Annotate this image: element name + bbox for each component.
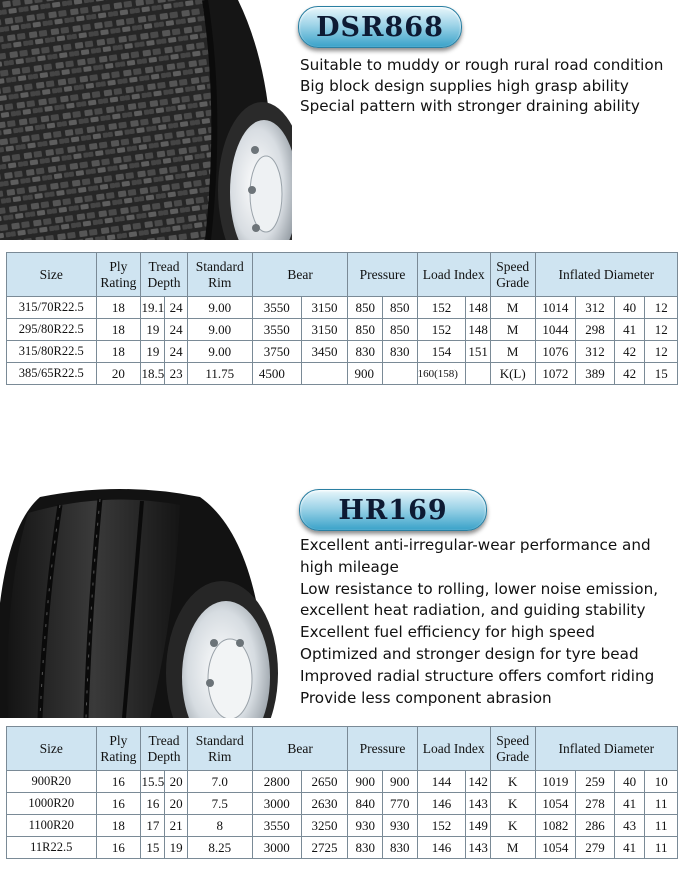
cell-rim: 7.5	[187, 793, 252, 815]
cell-bear: 2630	[301, 793, 348, 815]
cell-bear: 3550	[252, 815, 301, 837]
cell-diameter: 1054	[535, 793, 576, 815]
cell-diameter: 42	[614, 363, 645, 385]
cell-diameter: 40	[614, 297, 645, 319]
cell-diameter: 15	[645, 363, 678, 385]
cell-tread: 24	[165, 341, 187, 363]
cell-ply: 18	[96, 815, 141, 837]
cell-load: 143	[466, 837, 490, 859]
feature-item: excellent heat radiation, and guiding stability	[300, 601, 646, 620]
cell-rim: 8.25	[187, 837, 252, 859]
table-row	[7, 341, 678, 363]
cell-tread: 15	[141, 837, 165, 859]
cell-diameter: 278	[576, 793, 615, 815]
feature-item: Special pattern with stronger draining ability	[300, 97, 640, 115]
header-bear: Bear	[252, 253, 348, 297]
cell-tread: 24	[165, 319, 187, 341]
cell-speed: K	[490, 771, 535, 793]
cell-diameter: 389	[576, 363, 615, 385]
cell-pressure: 840	[348, 793, 383, 815]
header-inflated-diameter: Inflated Diameter	[535, 727, 677, 771]
cell-bear: 3150	[301, 319, 348, 341]
header-pressure: Pressure	[348, 727, 417, 771]
cell-bear: 2725	[301, 837, 348, 859]
hr169-spec-table	[6, 726, 678, 859]
cell-load: 152	[417, 297, 466, 319]
table-row	[7, 815, 678, 837]
cell-tread: 17	[141, 815, 165, 837]
dsr868-model-badge	[298, 6, 462, 48]
dsr868-spec-table	[6, 252, 678, 385]
dsr868-feature-list	[300, 55, 663, 117]
header-tread-depth: Tread Depth	[141, 727, 188, 771]
cell-tread: 20	[165, 771, 187, 793]
cell-bear: 2800	[252, 771, 301, 793]
cell-bear: 3150	[301, 297, 348, 319]
cell-ply: 18	[96, 297, 141, 319]
cell-pressure: 900	[383, 771, 418, 793]
cell-pressure: 930	[348, 815, 383, 837]
feature-item: Excellent anti-irregular-wear performance and	[300, 536, 651, 554]
cell-size: 1000R20	[7, 793, 97, 815]
cell-diameter: 312	[576, 297, 615, 319]
cell-pressure: 830	[348, 837, 383, 859]
cell-pressure	[383, 363, 418, 385]
header-standard-rim: Standard Rim	[187, 727, 252, 771]
cell-pressure: 930	[383, 815, 418, 837]
cell-bear: 3550	[252, 297, 301, 319]
cell-tread: 16	[141, 793, 165, 815]
cell-speed: M	[490, 341, 535, 363]
cell-ply: 16	[96, 771, 141, 793]
cell-diameter: 11	[645, 837, 678, 859]
feature-item: Excellent fuel efficiency for high speed	[300, 623, 595, 642]
cell-load: 143	[466, 793, 490, 815]
model-name: DSR868	[316, 11, 444, 43]
cell-diameter: 286	[576, 815, 615, 837]
cell-bear: 3000	[252, 837, 301, 859]
header-tread-depth: Tread Depth	[141, 253, 188, 297]
cell-speed: M	[490, 319, 535, 341]
cell-load: 148	[466, 319, 490, 341]
cell-rim: 7.0	[187, 771, 252, 793]
header-ply-rating: Ply Rating	[96, 253, 141, 297]
cell-load: 148	[466, 297, 490, 319]
feature-item: Optimized and stronger design for tyre bead	[300, 644, 639, 663]
cell-bear	[301, 363, 348, 385]
cell-diameter: 298	[576, 319, 615, 341]
cell-bear: 4500	[252, 363, 301, 385]
cell-tread: 19	[141, 319, 165, 341]
cell-diameter: 1019	[535, 771, 576, 793]
cell-tread: 19	[141, 341, 165, 363]
cell-diameter: 1044	[535, 319, 576, 341]
header-bear: Bear	[252, 727, 348, 771]
cell-bear: 3750	[252, 341, 301, 363]
cell-diameter: 279	[576, 837, 615, 859]
cell-tread: 21	[165, 815, 187, 837]
cell-tread: 15.5	[141, 771, 165, 793]
cell-size: 315/80R22.5	[7, 341, 97, 363]
cell-speed: K	[490, 815, 535, 837]
cell-size: 295/80R22.5	[7, 319, 97, 341]
cell-load: 151	[466, 341, 490, 363]
cell-diameter: 1054	[535, 837, 576, 859]
table-row	[7, 363, 678, 385]
cell-rim: 11.75	[187, 363, 252, 385]
cell-size: 315/70R22.5	[7, 297, 97, 319]
header-pressure: Pressure	[348, 253, 417, 297]
header-inflated-diameter: Inflated Diameter	[535, 253, 677, 297]
cell-ply: 18	[96, 341, 141, 363]
cell-diameter: 41	[614, 837, 645, 859]
cell-load	[466, 363, 490, 385]
cell-speed: K(L)	[490, 363, 535, 385]
cell-diameter: 11	[645, 793, 678, 815]
cell-speed: K	[490, 793, 535, 815]
cell-speed: M	[490, 837, 535, 859]
cell-rim: 9.00	[187, 319, 252, 341]
cell-size: 1100R20	[7, 815, 97, 837]
cell-diameter: 259	[576, 771, 615, 793]
feature-item: Big block design supplies high grasp ability	[300, 76, 629, 95]
cell-pressure: 830	[348, 341, 383, 363]
cell-load: 160(158)	[417, 363, 466, 385]
cell-diameter: 11	[645, 815, 678, 837]
cell-bear: 2650	[301, 771, 348, 793]
cell-pressure: 830	[383, 837, 418, 859]
cell-diameter: 1076	[535, 341, 576, 363]
cell-bear: 3450	[301, 341, 348, 363]
cell-pressure: 850	[383, 297, 418, 319]
cell-diameter: 41	[614, 793, 645, 815]
cell-pressure: 770	[383, 793, 418, 815]
hr169-feature-list	[300, 535, 658, 709]
cell-load: 149	[466, 815, 490, 837]
cell-bear: 3250	[301, 815, 348, 837]
cell-size: 11R22.5	[7, 837, 97, 859]
cell-diameter: 1014	[535, 297, 576, 319]
header-standard-rim: Standard Rim	[187, 253, 252, 297]
cell-rim: 8	[187, 815, 252, 837]
cell-diameter: 40	[614, 771, 645, 793]
cell-ply: 18	[96, 319, 141, 341]
cell-tread: 23	[165, 363, 187, 385]
cell-ply: 20	[96, 363, 141, 385]
cell-diameter: 12	[645, 341, 678, 363]
cell-diameter: 312	[576, 341, 615, 363]
cell-ply: 16	[96, 837, 141, 859]
table-row	[7, 837, 678, 859]
cell-pressure: 900	[348, 771, 383, 793]
model-name: HR169	[338, 494, 448, 526]
cell-diameter: 42	[614, 341, 645, 363]
cell-pressure: 850	[383, 319, 418, 341]
cell-load: 154	[417, 341, 466, 363]
feature-item: Suitable to muddy or rough rural road condition	[300, 56, 664, 74]
cell-rim: 9.00	[187, 341, 252, 363]
cell-load: 146	[417, 793, 466, 815]
header-speed-grade: Speed Grade	[490, 727, 535, 771]
table-row	[7, 297, 678, 319]
cell-diameter: 10	[645, 771, 678, 793]
cell-load: 152	[417, 815, 466, 837]
feature-item: Improved radial structure offers comfort riding	[300, 666, 655, 685]
hr169-model-badge	[299, 489, 487, 531]
table-row	[7, 771, 678, 793]
dsr868-tyre-image	[0, 0, 292, 240]
cell-diameter: 43	[614, 815, 645, 837]
cell-load: 152	[417, 319, 466, 341]
cell-pressure: 850	[348, 297, 383, 319]
cell-load: 146	[417, 837, 466, 859]
cell-bear: 3550	[252, 319, 301, 341]
header-load-index: Load Index	[417, 727, 490, 771]
cell-pressure: 830	[383, 341, 418, 363]
cell-diameter: 12	[645, 319, 678, 341]
cell-size: 385/65R22.5	[7, 363, 97, 385]
cell-tread: 18.5	[141, 363, 165, 385]
cell-load: 142	[466, 771, 490, 793]
table-row	[7, 319, 678, 341]
cell-speed: M	[490, 297, 535, 319]
cell-diameter: 1072	[535, 363, 576, 385]
header-ply-rating: Ply Rating	[96, 727, 141, 771]
table-row	[7, 793, 678, 815]
cell-diameter: 41	[614, 319, 645, 341]
header-size: Size	[7, 253, 97, 297]
header-size: Size	[7, 727, 97, 771]
feature-item: Provide less component abrasion	[300, 688, 552, 707]
cell-tread: 19	[165, 837, 187, 859]
feature-item: high mileage	[300, 557, 399, 576]
cell-diameter: 1082	[535, 815, 576, 837]
cell-pressure: 900	[348, 363, 383, 385]
cell-tread: 20	[165, 793, 187, 815]
feature-item: Low resistance to rolling, lower noise emission,	[300, 579, 659, 598]
hr169-tyre-image	[0, 483, 292, 718]
cell-bear: 3000	[252, 793, 301, 815]
cell-tread: 19.1	[141, 297, 165, 319]
cell-diameter: 12	[645, 297, 678, 319]
header-speed-grade: Speed Grade	[490, 253, 535, 297]
cell-tread: 24	[165, 297, 187, 319]
cell-size: 900R20	[7, 771, 97, 793]
cell-pressure: 850	[348, 319, 383, 341]
cell-rim: 9.00	[187, 297, 252, 319]
header-load-index: Load Index	[417, 253, 490, 297]
cell-ply: 16	[96, 793, 141, 815]
cell-load: 144	[417, 771, 466, 793]
